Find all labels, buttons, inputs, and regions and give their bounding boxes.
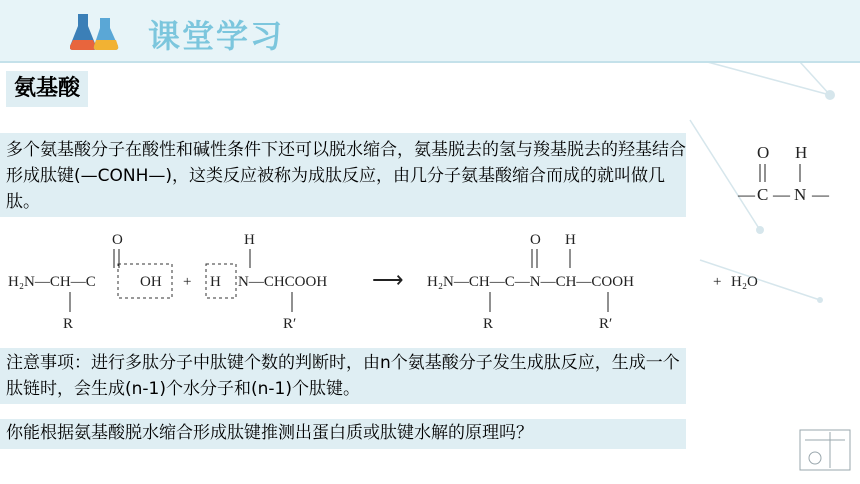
page-title: 课堂学习	[148, 17, 285, 55]
bond-n: N	[794, 185, 807, 204]
reactant1-amine: H₂N—CH—C	[8, 274, 96, 290]
bond-o: O	[757, 143, 770, 162]
notice-paragraph: 注意事项：进行多肽分子中肽键个数的判断时，由n个氨基酸分子发生成肽反应，生成一个肽链时，会生成(n-1)个水分子和(n-1)个肽键。	[0, 348, 686, 404]
bond-c: C	[757, 185, 769, 204]
product-o: O	[530, 232, 541, 248]
plus-sign-1: +	[183, 274, 192, 290]
reactant2-rest: N—CHCOOH	[238, 274, 328, 290]
question-paragraph: 你能根据氨基酸脱水缩合形成肽键推测出蛋白质或肽键水解的原理吗？	[0, 419, 686, 449]
bond-mid-dash: —	[773, 185, 790, 204]
reaction-arrow: ⟶	[372, 267, 404, 292]
header-bar	[0, 0, 860, 62]
section-heading: 氨基酸	[6, 71, 88, 107]
reactant1-r: R	[63, 316, 74, 332]
bond-h: H	[795, 143, 808, 162]
reactant1-oh: OH	[140, 274, 162, 290]
product-r1: R	[483, 316, 494, 332]
peptide-bond-structure	[730, 130, 840, 220]
bond-right-dash: —	[812, 185, 829, 204]
product-r2: R′	[599, 316, 613, 332]
reactant2-h-top: H	[244, 232, 255, 248]
flask-logo-icon	[70, 10, 124, 54]
reactant1-o: O	[112, 232, 123, 248]
product-chain: H₂N—CH—C—N—CH—COOH	[427, 274, 634, 290]
product-h: H	[565, 232, 576, 248]
reactant2-h: H	[210, 274, 221, 290]
reactant2-r: R′	[283, 316, 297, 332]
definition-paragraph: 多个氨基酸分子在酸性和碱性条件下还可以脱水缩合，氨基脱去的氢与羧基脱去的羟基结合形成肽键(—CONH—)，这类反应被称为成肽反应，由几分子氨基酸缩合而成的就叫做几肽。	[0, 133, 686, 217]
bond-left-dash: —	[738, 185, 755, 204]
plus-sign-2: +	[713, 274, 722, 290]
header-divider	[0, 61, 860, 63]
water-product: H₂O	[731, 274, 758, 290]
